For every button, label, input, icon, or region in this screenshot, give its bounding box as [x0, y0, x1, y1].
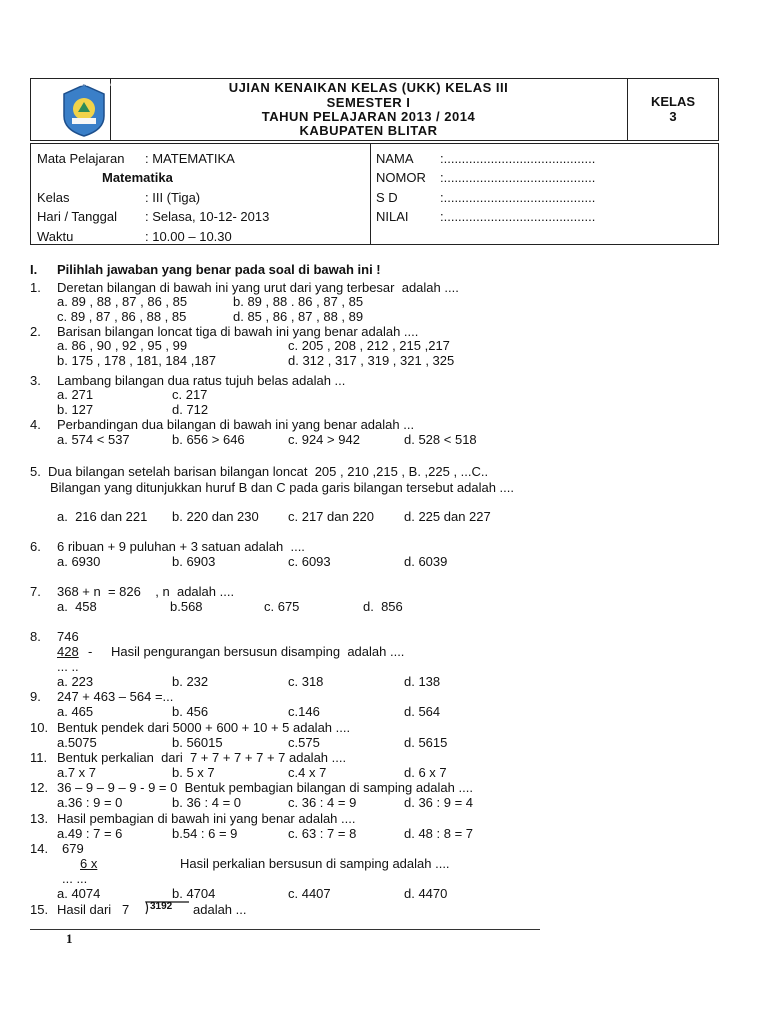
- header-title-1: UJIAN KENAIKAN KELAS (UKK) KELAS III: [228, 80, 509, 95]
- q2-option-a[interactable]: a. 86 , 90 , 92 , 95 , 99: [57, 338, 188, 353]
- class-value: : III (Tiga): [145, 190, 201, 205]
- q8-answer-dots: ... ..: [57, 659, 79, 674]
- logo-text: TUT WURI HANDAYANI: [64, 82, 119, 88]
- q8-option-a[interactable]: a. 223: [57, 674, 94, 689]
- q8-bottom-number: 428: [57, 644, 79, 659]
- q3-number: 3.: [30, 373, 41, 388]
- q5-option-b[interactable]: b. 220 dan 230: [172, 509, 259, 524]
- q8-number: 8.: [30, 629, 41, 644]
- q5-option-a[interactable]: a. 216 dan 221: [57, 509, 148, 524]
- number-field[interactable]: :..........................................: [440, 170, 596, 185]
- q4-option-a[interactable]: a. 574 < 537: [57, 432, 130, 447]
- q6-number: 6.: [30, 539, 41, 554]
- q1-text: Deretan bilangan di bawah ini yang urut dari yang terbesar adalah ....: [57, 280, 459, 295]
- q4-option-d[interactable]: d. 528 < 518: [404, 432, 477, 447]
- q5-text: Dua bilangan setelah barisan bilangan loncat 205 , 210 ,215 , B. ,225 , ...C..: [48, 464, 489, 479]
- q10-option-d[interactable]: d. 5615: [404, 735, 448, 750]
- q3-option-a[interactable]: a. 271: [57, 387, 94, 402]
- q14-answer-dots: ... ...: [62, 871, 88, 886]
- q7-option-a[interactable]: a. 458: [57, 599, 97, 614]
- q4-option-c[interactable]: c. 924 > 942: [288, 432, 360, 447]
- q12-text: 36 – 9 – 9 – 9 - 9 = 0 Bentuk pembagian bilangan di samping adalah ....: [57, 780, 473, 795]
- score-field[interactable]: :..........................................: [440, 209, 596, 224]
- q7-number: 7.: [30, 584, 41, 599]
- q2-option-d[interactable]: d. 312 , 317 , 319 , 321 , 325: [288, 353, 455, 368]
- header-title-3: TAHUN PELAJARAN 2013 / 2014: [261, 109, 476, 124]
- q8-minus-sign: -: [88, 644, 93, 659]
- q14-option-b[interactable]: b. 4704: [172, 886, 216, 901]
- info-box: [30, 143, 719, 245]
- q11-text: Bentuk perkalian dari 7 + 7 + 7 + 7 + 7 adalah ....: [57, 750, 347, 765]
- kelas-value: 3: [669, 109, 677, 124]
- school-label: S D: [376, 190, 398, 205]
- q10-number: 10.: [30, 720, 49, 735]
- time-value: : 10.00 – 10.30: [145, 229, 232, 244]
- q13-option-c[interactable]: c. 63 : 7 = 8: [288, 826, 357, 841]
- q8-option-d[interactable]: d. 138: [404, 674, 441, 689]
- q3-option-b[interactable]: b. 127: [57, 402, 94, 417]
- q6-option-b[interactable]: b. 6903: [172, 554, 216, 569]
- q1-number: 1.: [30, 280, 41, 295]
- q6-option-c[interactable]: c. 6093: [288, 554, 331, 569]
- section-number: I.: [30, 262, 38, 277]
- q10-option-a[interactable]: a.5075: [57, 735, 97, 750]
- q15-number: 15.: [30, 902, 49, 917]
- q14-option-c[interactable]: c. 4407: [288, 886, 331, 901]
- q5-number: 5.: [30, 464, 41, 479]
- q3-text: Lambang bilangan dua ratus tujuh belas adalah ...: [57, 373, 346, 388]
- q14-text: Hasil perkalian bersusun di samping adalah ....: [180, 856, 450, 871]
- q10-option-c[interactable]: c.575: [288, 735, 320, 750]
- q7-option-b[interactable]: b.568: [170, 599, 203, 614]
- date-value: : Selasa, 10-12- 2013: [145, 209, 270, 224]
- q14-option-d[interactable]: d. 4470: [404, 886, 448, 901]
- subject-label: Mata Pelajaran: [37, 151, 125, 166]
- q9-option-b[interactable]: b. 456: [172, 704, 209, 719]
- q4-number: 4.: [30, 417, 41, 432]
- school-logo: [58, 82, 110, 138]
- q13-text: Hasil pembagian di bawah ini yang benar adalah ....: [57, 811, 356, 826]
- q11-option-c[interactable]: c.4 x 7: [288, 765, 327, 780]
- q14-bottom-number: 6 x: [80, 856, 98, 871]
- q15-tail: adalah ...: [193, 902, 247, 917]
- q12-number: 12.: [30, 780, 49, 795]
- q11-option-b[interactable]: b. 5 x 7: [172, 765, 215, 780]
- q7-option-c[interactable]: c. 675: [264, 599, 300, 614]
- subject-value: : MATEMATIKA: [145, 151, 235, 166]
- page-number: 1: [66, 931, 73, 946]
- q7-option-d[interactable]: d. 856: [363, 599, 403, 614]
- q9-number: 9.: [30, 689, 41, 704]
- q8-text: Hasil pengurangan bersusun disamping adalah ....: [111, 644, 405, 659]
- class-label: Kelas: [37, 190, 70, 205]
- q2-option-b[interactable]: b. 175 , 178 , 181, 184 ,187: [57, 353, 217, 368]
- name-field[interactable]: :..........................................: [440, 151, 596, 166]
- q6-option-a[interactable]: a. 6930: [57, 554, 101, 569]
- q9-text: 247 + 463 – 564 =...: [57, 689, 174, 704]
- header-title-2: SEMESTER I: [326, 95, 411, 110]
- q1-option-a[interactable]: a. 89 , 88 , 87 , 86 , 85: [57, 294, 188, 309]
- q9-option-d[interactable]: d. 564: [404, 704, 441, 719]
- q1-option-c[interactable]: c. 89 , 87 , 86 , 88 , 85: [57, 309, 187, 324]
- q9-option-c[interactable]: c.146: [288, 704, 320, 719]
- q2-number: 2.: [30, 324, 41, 339]
- info-divider: [370, 143, 371, 245]
- q14-option-a[interactable]: a. 4074: [57, 886, 101, 901]
- q4-text: Perbandingan dua bilangan di bawah ini yang benar adalah ...: [57, 417, 415, 432]
- q4-option-b[interactable]: b. 656 > 646: [172, 432, 245, 447]
- q6-option-d[interactable]: d. 6039: [404, 554, 448, 569]
- q15-dividend: 3192: [150, 901, 173, 912]
- q1-option-d[interactable]: d. 85 , 86 , 87 , 88 , 89: [233, 309, 364, 324]
- q3-option-c[interactable]: c. 217: [172, 387, 208, 402]
- q3-option-d[interactable]: d. 712: [172, 402, 209, 417]
- q11-number: 11.: [30, 750, 48, 765]
- q5-option-d[interactable]: d. 225 dan 227: [404, 509, 491, 524]
- q10-option-b[interactable]: b. 56015: [172, 735, 223, 750]
- header-title-4: KABUPATEN BLITAR: [299, 123, 438, 138]
- q12-option-c[interactable]: c. 36 : 4 = 9: [288, 795, 357, 810]
- name-label: NAMA: [376, 151, 414, 166]
- q13-option-a[interactable]: a.49 : 7 = 6: [57, 826, 123, 841]
- q2-option-c[interactable]: c. 205 , 208 , 212 , 215 ,217: [288, 338, 450, 353]
- number-label: NOMOR: [376, 170, 426, 185]
- section-title: Pilihlah jawaban yang benar pada soal di bawah ini !: [57, 262, 381, 277]
- time-label: Waktu: [37, 229, 74, 244]
- q9-option-a[interactable]: a. 465: [57, 704, 94, 719]
- q11-option-d[interactable]: d. 6 x 7: [404, 765, 447, 780]
- q12-option-a[interactable]: a.36 : 9 = 0: [57, 795, 123, 810]
- q14-number: 14.: [30, 841, 49, 856]
- q12-option-d[interactable]: d. 36 : 9 = 4: [404, 795, 474, 810]
- q13-option-b[interactable]: b.54 : 6 = 9: [172, 826, 238, 841]
- q2-text: Barisan bilangan loncat tiga di bawah ini yang benar adalah ....: [57, 324, 419, 339]
- kelas-label: KELAS: [650, 94, 696, 109]
- q1-option-b[interactable]: b. 89 , 88 . 86 , 87 , 85: [233, 294, 364, 309]
- q12-option-b[interactable]: b. 36 : 4 = 0: [172, 795, 242, 810]
- school-field[interactable]: :..........................................: [440, 190, 596, 205]
- q8-top-number: 746: [57, 629, 79, 644]
- q8-option-c[interactable]: c. 318: [288, 674, 324, 689]
- q5-option-c[interactable]: c. 217 dan 220: [288, 509, 375, 524]
- footer-rule: [30, 929, 540, 930]
- score-label: NILAI: [376, 209, 409, 224]
- q10-text: Bentuk pendek dari 5000 + 600 + 10 + 5 adalah ....: [57, 720, 351, 735]
- q6-text: 6 ribuan + 9 puluhan + 3 satuan adalah ....: [57, 539, 305, 554]
- q8-option-b[interactable]: b. 232: [172, 674, 209, 689]
- date-label: Hari / Tanggal: [37, 209, 117, 224]
- q14-top-number: 679: [62, 841, 84, 856]
- q15-text: Hasil dari 7: [57, 902, 130, 917]
- q11-option-a[interactable]: a.7 x 7: [57, 765, 97, 780]
- q13-number: 13.: [30, 811, 49, 826]
- q5-text-2: Bilangan yang ditunjukkan huruf B dan C pada garis bilangan tersebut adalah ....: [50, 480, 514, 495]
- subject-sub: Matematika: [102, 170, 173, 185]
- q7-text: 368 + n = 826 , n adalah ....: [57, 584, 235, 599]
- q13-option-d[interactable]: d. 48 : 8 = 7: [404, 826, 474, 841]
